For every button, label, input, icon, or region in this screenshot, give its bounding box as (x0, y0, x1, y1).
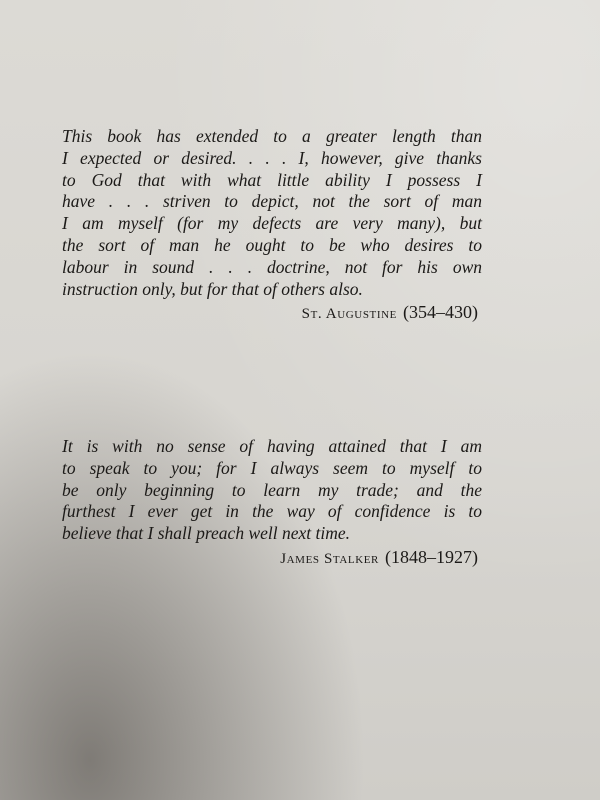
author-name: St. Augustine (301, 306, 397, 323)
quote-attribution (62, 302, 482, 323)
quote-line: believe that I shall preach well next time. (62, 523, 351, 544)
quote-line: I am myself (for my defects are very many), but (62, 213, 482, 234)
author-dates: (354–430) (403, 302, 478, 323)
author-dates: (1848–1927) (385, 546, 478, 567)
quote-line: have . . . striven to depict, not the sort of man (62, 191, 482, 212)
stalker-quote (62, 436, 482, 568)
quote-line: to God that with what little ability I possess I (62, 169, 482, 190)
quote-line: to speak to you; for I always seem to myself to (62, 457, 482, 478)
quote-line: labour in sound . . . doctrine, not for his own (62, 256, 482, 277)
quote-attribution (62, 547, 482, 568)
quote-line: the sort of man he ought to be who desires to (62, 234, 482, 255)
quote-line: I expected or desired. . . . I, however, give thanks (62, 147, 482, 168)
quote-line: It is with no sense of having attained that I am (62, 436, 482, 456)
quote-line: furthest I ever get in the way of confidence is to (62, 501, 482, 522)
quote-line: This book has extended to a greater length than (62, 126, 482, 146)
quote-line: be only beginning to learn my trade; and the (62, 479, 482, 500)
augustine-quote (62, 126, 482, 323)
author-name: James Stalker (280, 550, 379, 567)
quote-line: instruction only, but for that of others also. (62, 278, 363, 299)
